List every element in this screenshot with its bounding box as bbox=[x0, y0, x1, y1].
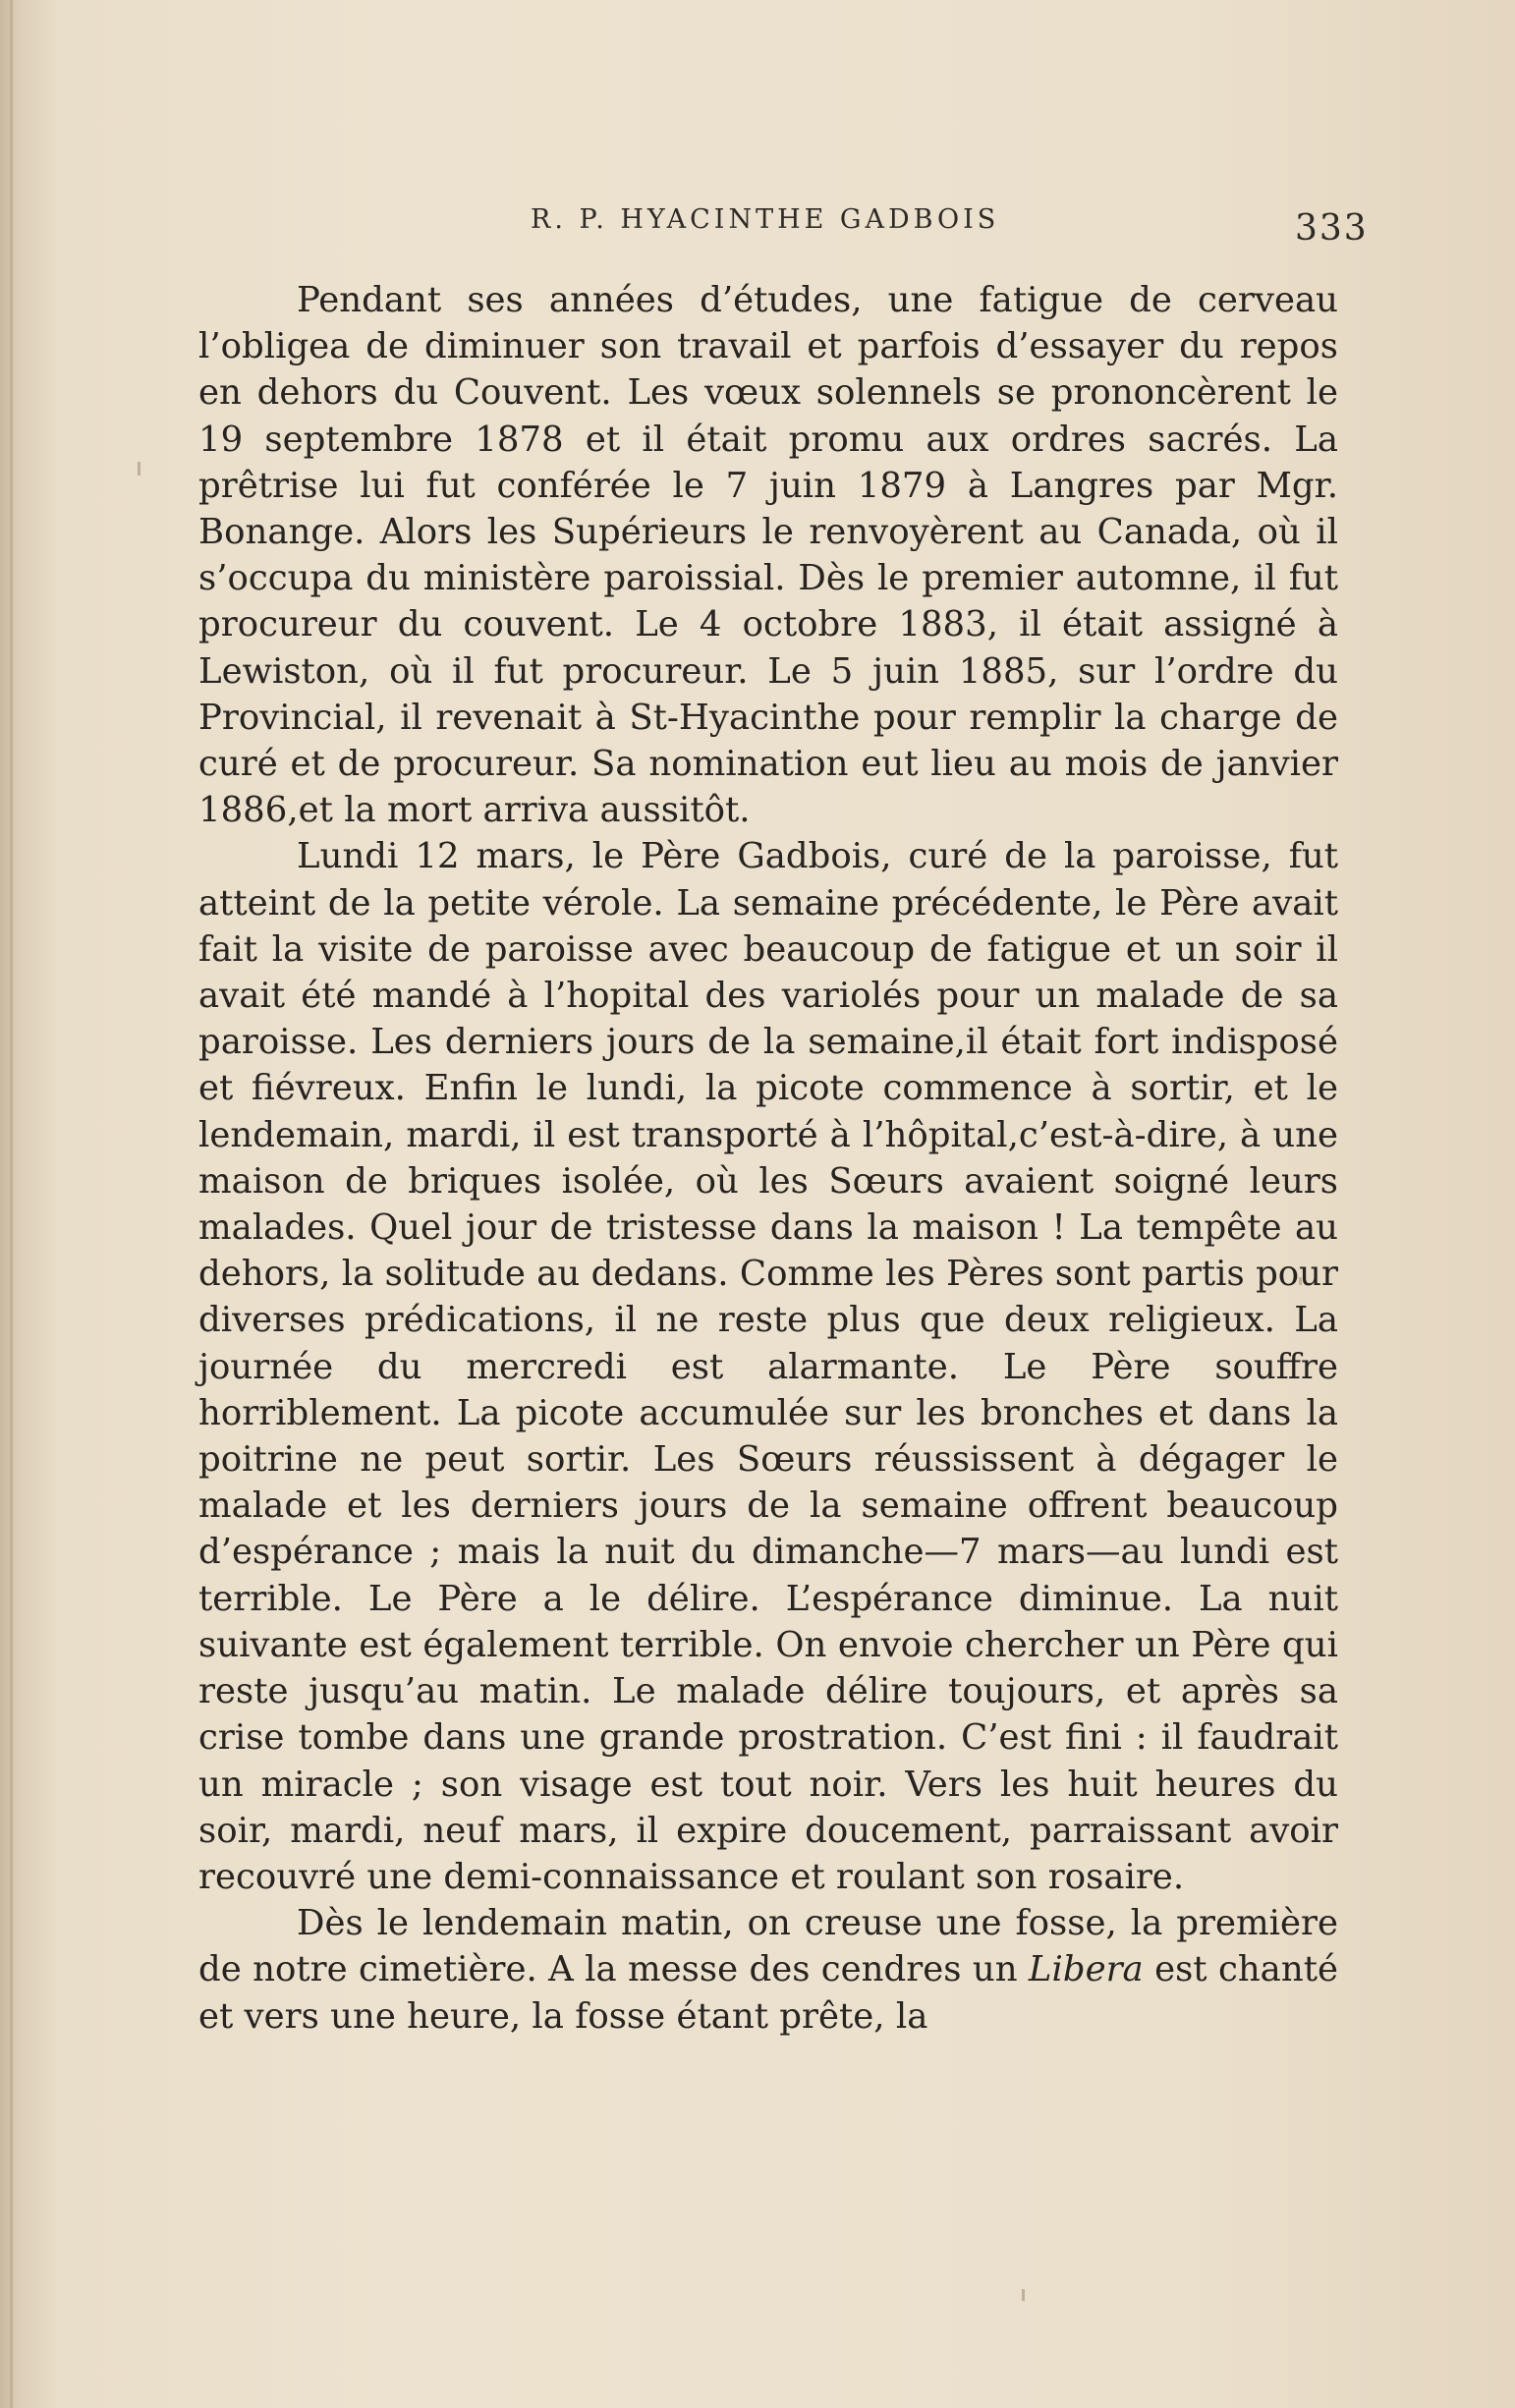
paragraph bbox=[198, 1900, 1338, 2040]
paragraph: Lundi 12 mars, le Père Gadbois, curé de la paroisse, fut atteint de la petite vérole. La semaine précédente, le Père avait fait la visite de paroisse avec beaucoup de fatigue et un soir il avait été mandé à l’hopital des variolés pour un malade de sa paroisse. Les derniers jours de la semaine,il était fort indisposé et fiévreux. Enfin le lundi, la picote commence à sortir, et le lendemain, mardi, il est transporté à l’hôpital,c’est-à-dire, à une maison de briques isolée, où les Sœurs avaient soigné leurs malades. Quel jour de tristesse dans la maison ! La tempête au dehors, la solitude au dedans. Comme les Pères sont partis pour diverses prédications, il ne reste plus que deux religieux. La journée du mercredi est alarmante. Le Père souffre horriblement. La picote accumulée sur les bronches et dans la poitrine ne peut sortir. Les Sœurs réussissent à dégager le malade et les derniers jours de la semaine offrent beaucoup d’espérance ; mais la nuit du dimanche—7 mars—au lundi est terrible. Le Père a le délire. L’espérance diminue. La nuit suivante est également terrible. On envoie chercher un Père qui reste jusqu’au matin. Le malade délire toujours, et après sa crise tombe dans une grande prostration. C’est fini : il faudrait un miracle ; son visage est tout noir. Vers les huit heures du soir, mardi, neuf mars, il expire doucement, parraissant avoir recouvré une demi-connaissance et roulant son rosaire. bbox=[198, 836, 1338, 1897]
page-spine-edge bbox=[10, 0, 13, 2408]
paper-speck bbox=[1022, 2289, 1025, 2301]
paragraph-text: Dès le lendemain matin, on creuse une fosse, la première de notre cimetière. A la messe des cendres un bbox=[198, 1903, 1338, 1990]
paper-speck bbox=[138, 462, 140, 476]
italic-word: Libera bbox=[1028, 1949, 1144, 1990]
running-head: R. P. HYACINTHE GADBOIS bbox=[531, 204, 1000, 235]
body-text bbox=[198, 277, 1338, 2040]
page-number: 333 bbox=[1295, 208, 1369, 249]
paragraph-text: est chanté et vers une heure, la fosse étant prête, la bbox=[198, 1949, 1338, 2037]
paragraph: Pendant ses années d’études, une fatigue de cerveau l’obligea de diminuer son travail et parfois d’essayer du repos en dehors du Couvent. Les vœux solennels se prononcèrent le 19 septembre 1878 et il était promu aux ordres sacrés. La prêtrise lui fut conférée le 7 juin 1879 à Langres par Mgr. Bonange. Alors les Supérieurs le renvoyèrent au Canada, où il s’occupa du ministère paroissial. Dès le premier automne, il fut procureur du couvent. Le 4 octobre 1883, il était assigné à Lewiston, où il fut procureur. Le 5 juin 1885, sur l’ordre du Provincial, il revenait à St-Hyacinthe pour remplir la charge de curé et de procureur. Sa nomination eut lieu au mois de janvier 1886,et la mort arriva aussitôt. bbox=[198, 280, 1338, 831]
